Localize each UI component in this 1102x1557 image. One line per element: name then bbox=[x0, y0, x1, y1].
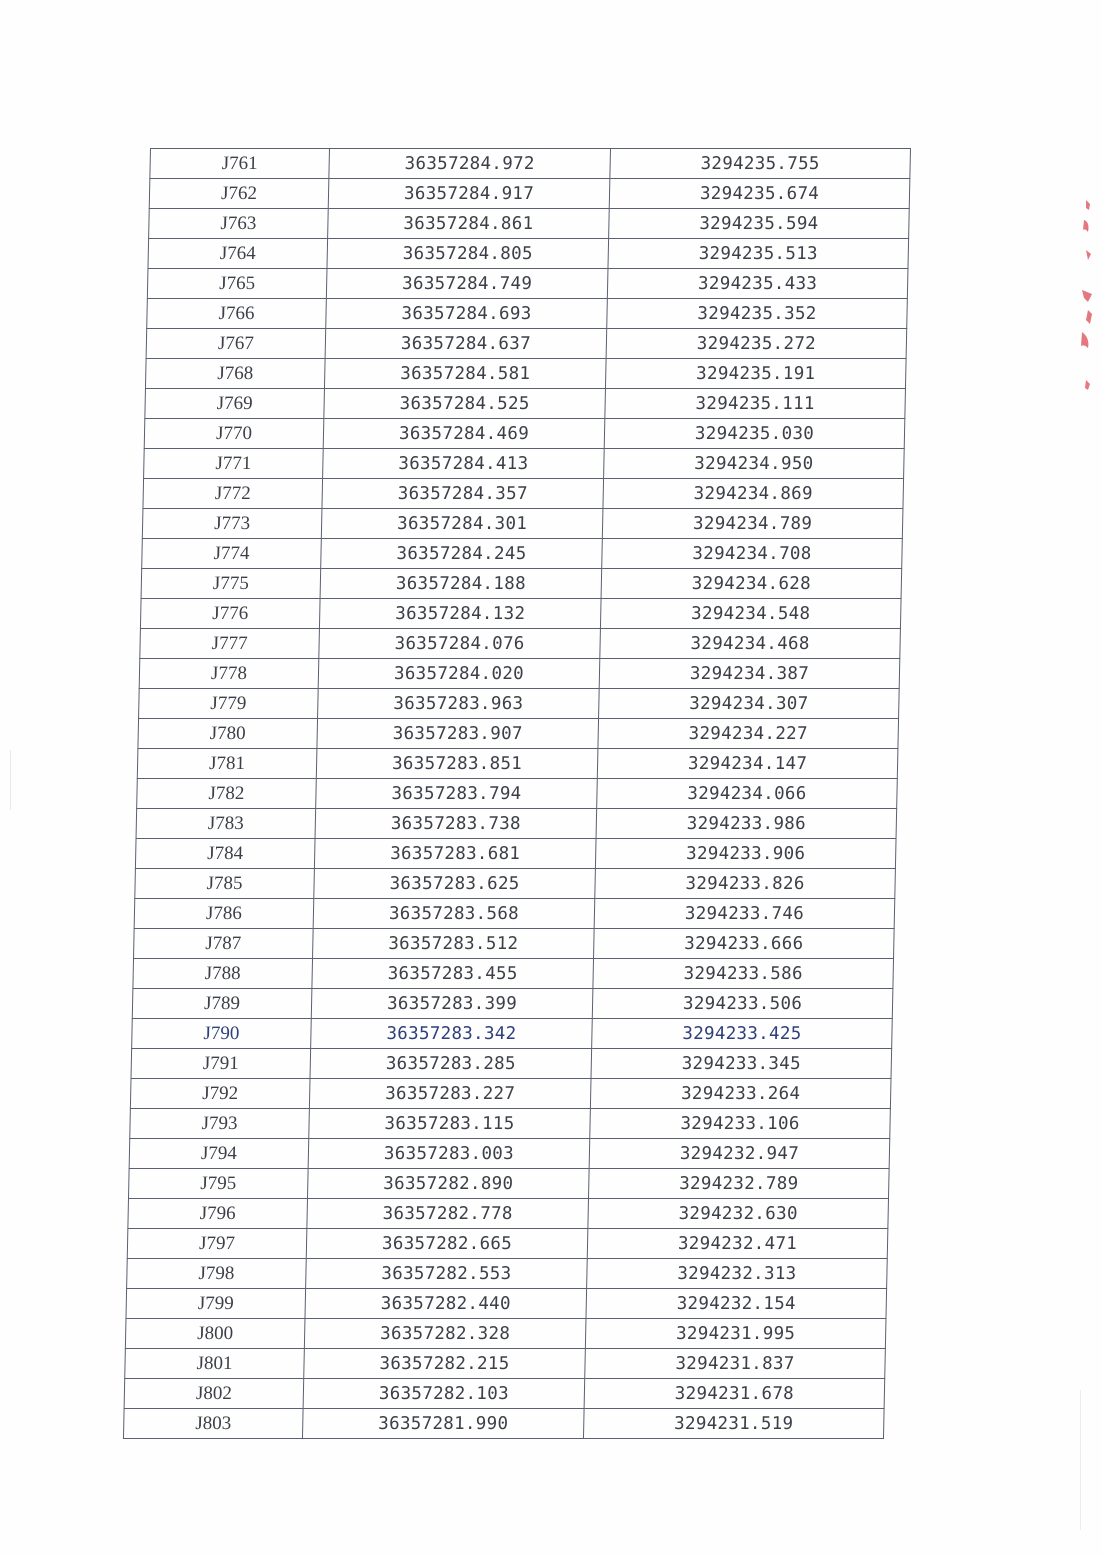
point-id-cell: J791 bbox=[131, 1049, 311, 1079]
y-coordinate-cell: 3294231.837 bbox=[585, 1349, 886, 1379]
point-id-cell: J770 bbox=[144, 419, 324, 449]
table-row bbox=[139, 659, 900, 689]
point-id-cell: J777 bbox=[140, 629, 320, 659]
y-coordinate-cell: 3294233.826 bbox=[595, 869, 896, 899]
point-id-cell: J788 bbox=[133, 959, 313, 989]
table-row bbox=[127, 1229, 888, 1259]
coordinate-table-body bbox=[123, 149, 910, 1439]
point-id-cell: J764 bbox=[148, 239, 328, 269]
x-coordinate-cell: 36357284.132 bbox=[319, 599, 601, 629]
table-row bbox=[149, 209, 910, 239]
table-row bbox=[130, 1079, 891, 1109]
y-coordinate-cell: 3294234.307 bbox=[599, 689, 900, 719]
x-coordinate-cell: 36357283.681 bbox=[314, 839, 596, 869]
y-coordinate-cell: 3294232.313 bbox=[587, 1259, 888, 1289]
point-id-cell: J799 bbox=[126, 1289, 306, 1319]
table-row bbox=[131, 1049, 892, 1079]
point-id-cell: J790 bbox=[132, 1019, 312, 1049]
x-coordinate-cell: 36357282.215 bbox=[304, 1349, 586, 1379]
y-coordinate-cell: 3294234.950 bbox=[604, 449, 905, 479]
y-coordinate-cell: 3294234.548 bbox=[600, 599, 901, 629]
point-id-cell: J787 bbox=[134, 929, 314, 959]
point-id-cell: J772 bbox=[143, 479, 323, 509]
y-coordinate-cell: 3294235.674 bbox=[609, 179, 910, 209]
point-id-cell: J773 bbox=[142, 509, 322, 539]
x-coordinate-cell: 36357283.455 bbox=[312, 959, 594, 989]
point-id-cell: J796 bbox=[128, 1199, 308, 1229]
y-coordinate-cell: 3294235.594 bbox=[609, 209, 910, 239]
table-row bbox=[142, 509, 903, 539]
y-coordinate-cell: 3294234.066 bbox=[597, 779, 898, 809]
point-id-cell: J795 bbox=[128, 1169, 308, 1199]
x-coordinate-cell: 36357284.637 bbox=[325, 329, 607, 359]
x-coordinate-cell: 36357284.245 bbox=[321, 539, 603, 569]
y-coordinate-cell: 3294233.106 bbox=[590, 1109, 891, 1139]
point-id-cell: J792 bbox=[130, 1079, 310, 1109]
x-coordinate-cell: 36357283.568 bbox=[313, 899, 595, 929]
point-id-cell: J765 bbox=[147, 269, 327, 299]
y-coordinate-cell: 3294234.789 bbox=[602, 509, 903, 539]
y-coordinate-cell: 3294234.869 bbox=[603, 479, 904, 509]
table-row bbox=[137, 779, 898, 809]
coordinate-table-container bbox=[123, 148, 910, 1439]
table-row bbox=[128, 1199, 889, 1229]
y-coordinate-cell: 3294233.746 bbox=[594, 899, 895, 929]
x-coordinate-cell: 36357284.581 bbox=[324, 359, 606, 389]
x-coordinate-cell: 36357282.553 bbox=[306, 1259, 588, 1289]
table-row bbox=[144, 449, 905, 479]
x-coordinate-cell: 36357282.103 bbox=[303, 1379, 585, 1409]
x-coordinate-cell: 36357283.003 bbox=[308, 1139, 590, 1169]
y-coordinate-cell: 3294234.628 bbox=[601, 569, 902, 599]
y-coordinate-cell: 3294235.755 bbox=[610, 149, 911, 179]
table-row bbox=[144, 419, 905, 449]
point-id-cell: J766 bbox=[147, 299, 327, 329]
table-row bbox=[134, 929, 895, 959]
table-row bbox=[146, 329, 907, 359]
scan-artifact bbox=[1080, 1390, 1081, 1530]
y-coordinate-cell: 3294234.227 bbox=[598, 719, 899, 749]
y-coordinate-cell: 3294233.906 bbox=[595, 839, 896, 869]
y-coordinate-cell: 3294231.519 bbox=[583, 1409, 884, 1439]
coordinate-table bbox=[123, 148, 911, 1439]
point-id-cell: J780 bbox=[138, 719, 318, 749]
x-coordinate-cell: 36357283.399 bbox=[311, 989, 593, 1019]
point-id-cell: J803 bbox=[123, 1409, 303, 1439]
point-id-cell: J789 bbox=[132, 989, 312, 1019]
table-row bbox=[137, 749, 898, 779]
x-coordinate-cell: 36357284.076 bbox=[319, 629, 601, 659]
table-row bbox=[125, 1349, 886, 1379]
table-row bbox=[132, 989, 893, 1019]
x-coordinate-cell: 36357283.115 bbox=[309, 1109, 591, 1139]
table-row bbox=[126, 1289, 887, 1319]
table-row bbox=[134, 899, 895, 929]
point-id-cell: J761 bbox=[150, 149, 330, 179]
point-id-cell: J783 bbox=[136, 809, 316, 839]
y-coordinate-cell: 3294235.191 bbox=[605, 359, 906, 389]
x-coordinate-cell: 36357283.625 bbox=[314, 869, 596, 899]
y-coordinate-cell: 3294233.666 bbox=[594, 929, 895, 959]
table-row bbox=[148, 239, 909, 269]
point-id-cell: J798 bbox=[127, 1259, 307, 1289]
x-coordinate-cell: 36357282.778 bbox=[307, 1199, 589, 1229]
table-row bbox=[125, 1319, 886, 1349]
table-row bbox=[147, 269, 908, 299]
x-coordinate-cell: 36357283.851 bbox=[316, 749, 598, 779]
y-coordinate-cell: 3294233.425 bbox=[592, 1019, 893, 1049]
x-coordinate-cell: 36357282.328 bbox=[304, 1319, 586, 1349]
y-coordinate-cell: 3294234.468 bbox=[600, 629, 901, 659]
x-coordinate-cell: 36357283.794 bbox=[316, 779, 598, 809]
table-row bbox=[138, 719, 899, 749]
table-row bbox=[128, 1169, 889, 1199]
x-coordinate-cell: 36357284.749 bbox=[326, 269, 608, 299]
x-coordinate-cell: 36357283.285 bbox=[310, 1049, 592, 1079]
point-id-cell: J763 bbox=[149, 209, 329, 239]
y-coordinate-cell: 3294233.264 bbox=[590, 1079, 891, 1109]
table-row bbox=[130, 1109, 891, 1139]
table-row bbox=[135, 869, 896, 899]
table-row bbox=[136, 809, 897, 839]
point-id-cell: J781 bbox=[137, 749, 317, 779]
table-row bbox=[150, 149, 911, 179]
y-coordinate-cell: 3294235.272 bbox=[606, 329, 907, 359]
y-coordinate-cell: 3294231.995 bbox=[585, 1319, 886, 1349]
table-row bbox=[129, 1139, 890, 1169]
point-id-cell: J771 bbox=[144, 449, 324, 479]
table-row bbox=[124, 1379, 885, 1409]
x-coordinate-cell: 36357283.907 bbox=[317, 719, 599, 749]
table-row bbox=[135, 839, 896, 869]
point-id-cell: J774 bbox=[142, 539, 322, 569]
x-coordinate-cell: 36357284.805 bbox=[327, 239, 609, 269]
table-row bbox=[123, 1409, 884, 1439]
y-coordinate-cell: 3294232.471 bbox=[587, 1229, 888, 1259]
point-id-cell: J793 bbox=[130, 1109, 310, 1139]
y-coordinate-cell: 3294235.111 bbox=[605, 389, 906, 419]
point-id-cell: J800 bbox=[125, 1319, 305, 1349]
x-coordinate-cell: 36357284.357 bbox=[322, 479, 604, 509]
point-id-cell: J775 bbox=[141, 569, 321, 599]
x-coordinate-cell: 36357284.861 bbox=[328, 209, 610, 239]
y-coordinate-cell: 3294233.506 bbox=[592, 989, 893, 1019]
y-coordinate-cell: 3294232.154 bbox=[586, 1289, 887, 1319]
point-id-cell: J794 bbox=[129, 1139, 309, 1169]
point-id-cell: J776 bbox=[140, 599, 320, 629]
y-coordinate-cell: 3294235.433 bbox=[607, 269, 908, 299]
x-coordinate-cell: 36357282.440 bbox=[305, 1289, 587, 1319]
x-coordinate-cell: 36357284.413 bbox=[323, 449, 605, 479]
scan-artifact bbox=[10, 750, 11, 810]
y-coordinate-cell: 3294232.630 bbox=[588, 1199, 889, 1229]
table-row bbox=[143, 479, 904, 509]
x-coordinate-cell: 36357282.665 bbox=[306, 1229, 588, 1259]
x-coordinate-cell: 36357284.972 bbox=[329, 149, 611, 179]
y-coordinate-cell: 3294231.678 bbox=[584, 1379, 885, 1409]
point-id-cell: J778 bbox=[139, 659, 319, 689]
table-row bbox=[141, 569, 902, 599]
table-row bbox=[139, 689, 900, 719]
y-coordinate-cell: 3294233.986 bbox=[596, 809, 897, 839]
table-row bbox=[140, 629, 901, 659]
x-coordinate-cell: 36357284.525 bbox=[324, 389, 606, 419]
point-id-cell: J768 bbox=[145, 359, 325, 389]
table-row bbox=[149, 179, 910, 209]
x-coordinate-cell: 36357281.990 bbox=[302, 1409, 584, 1439]
x-coordinate-cell: 36357283.227 bbox=[309, 1079, 591, 1109]
y-coordinate-cell: 3294234.708 bbox=[602, 539, 903, 569]
point-id-cell: J802 bbox=[124, 1379, 304, 1409]
x-coordinate-cell: 36357284.301 bbox=[321, 509, 603, 539]
x-coordinate-cell: 36357283.738 bbox=[315, 809, 597, 839]
y-coordinate-cell: 3294234.147 bbox=[597, 749, 898, 779]
point-id-cell: J797 bbox=[127, 1229, 307, 1259]
table-row bbox=[127, 1259, 888, 1289]
table-row bbox=[133, 959, 894, 989]
point-id-cell: J779 bbox=[139, 689, 319, 719]
point-id-cell: J769 bbox=[145, 389, 325, 419]
x-coordinate-cell: 36357284.917 bbox=[328, 179, 610, 209]
point-id-cell: J782 bbox=[137, 779, 317, 809]
y-coordinate-cell: 3294235.513 bbox=[608, 239, 909, 269]
table-row bbox=[142, 539, 903, 569]
x-coordinate-cell: 36357284.188 bbox=[320, 569, 602, 599]
x-coordinate-cell: 36357284.020 bbox=[318, 659, 600, 689]
table-row bbox=[145, 359, 906, 389]
table-row bbox=[145, 389, 906, 419]
x-coordinate-cell: 36357284.469 bbox=[323, 419, 605, 449]
x-coordinate-cell: 36357284.693 bbox=[326, 299, 608, 329]
y-coordinate-cell: 3294235.352 bbox=[607, 299, 908, 329]
point-id-cell: J785 bbox=[135, 869, 315, 899]
x-coordinate-cell: 36357283.512 bbox=[313, 929, 595, 959]
red-seal-fragment-icon bbox=[1076, 198, 1096, 398]
x-coordinate-cell: 36357283.963 bbox=[318, 689, 600, 719]
y-coordinate-cell: 3294232.947 bbox=[589, 1139, 890, 1169]
table-row bbox=[132, 1019, 893, 1049]
x-coordinate-cell: 36357282.890 bbox=[307, 1169, 589, 1199]
table-row bbox=[140, 599, 901, 629]
table-row bbox=[147, 299, 908, 329]
point-id-cell: J801 bbox=[125, 1349, 305, 1379]
x-coordinate-cell: 36357283.342 bbox=[311, 1019, 593, 1049]
y-coordinate-cell: 3294233.586 bbox=[593, 959, 894, 989]
y-coordinate-cell: 3294233.345 bbox=[591, 1049, 892, 1079]
y-coordinate-cell: 3294234.387 bbox=[599, 659, 900, 689]
point-id-cell: J784 bbox=[135, 839, 315, 869]
y-coordinate-cell: 3294232.789 bbox=[588, 1169, 889, 1199]
y-coordinate-cell: 3294235.030 bbox=[604, 419, 905, 449]
point-id-cell: J786 bbox=[134, 899, 314, 929]
point-id-cell: J762 bbox=[149, 179, 329, 209]
point-id-cell: J767 bbox=[146, 329, 326, 359]
